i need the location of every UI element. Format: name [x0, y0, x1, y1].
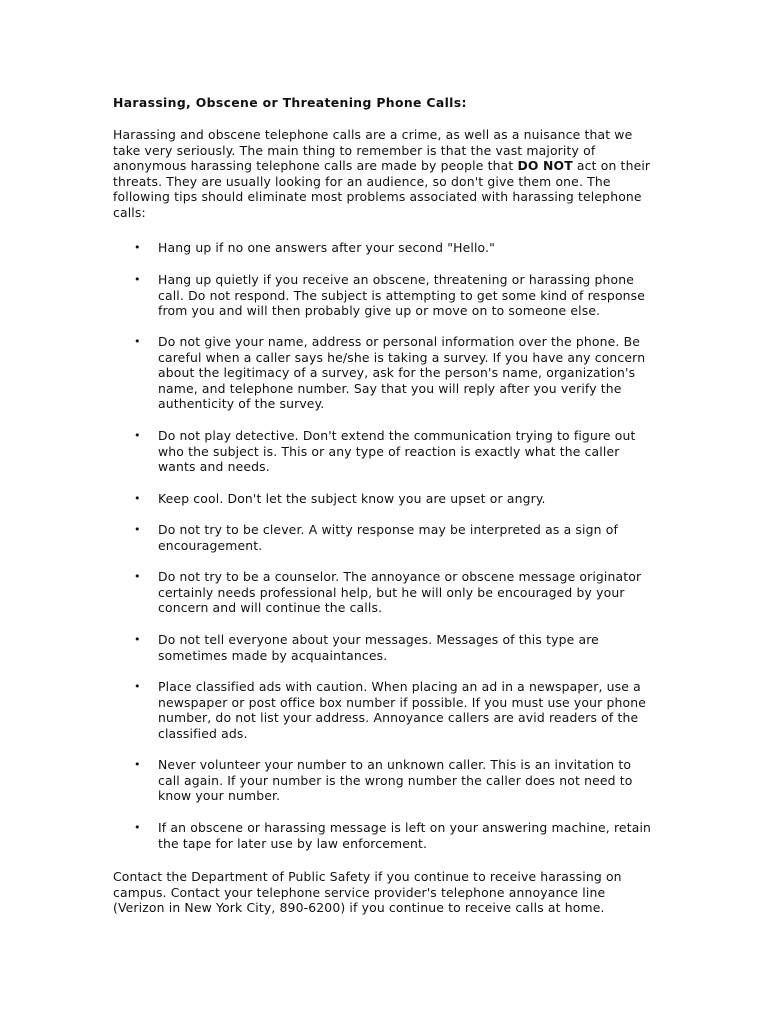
bullet-icon: •	[134, 273, 141, 286]
tip-line: the tape for later use by law enforcement.	[158, 835, 428, 851]
tip-text	[158, 491, 678, 507]
tip-text	[158, 679, 678, 741]
tip-line: Hang up if no one answers after your second "Hello."	[158, 240, 495, 255]
closing-line: Contact the Department of Public Safety if you continue to receive harassing on	[113, 869, 622, 884]
bullet-icon: •	[134, 429, 141, 442]
intro-line-text: anonymous harassing telephone calls are made by people that	[113, 158, 518, 174]
tip-line: name, and telephone number. Say that you will reply after you verify the	[158, 380, 622, 396]
bullet-icon: •	[134, 241, 141, 254]
tip-text	[158, 757, 678, 804]
tip-line: who the subject is. This or any type of reaction is exactly what the caller	[158, 443, 620, 459]
bullet-icon: •	[134, 492, 141, 505]
tip-line: call again. If your number is the wrong number the caller does not need to	[158, 772, 633, 788]
tip-line: newspaper or post office box number if possible. If you must use your phone	[158, 694, 646, 710]
tip-line: Do not try to be clever. A witty response may be interpreted as a sign of	[158, 522, 618, 537]
tip-line: encouragement.	[158, 537, 263, 553]
bullet-icon: •	[134, 523, 141, 536]
tip-line: Do not play detective. Don't extend the communication trying to figure out	[158, 428, 636, 443]
tip-line: call. Do not respond. The subject is attempting to get some kind of response	[158, 287, 646, 303]
closing-line: (Verizon in New York City, 890-6200) if you continue to receive calls at home.	[113, 900, 605, 916]
emphasis-do-not: DO NOT	[517, 158, 573, 174]
tip-line: Place classified ads with caution. When placing an ad in a newspaper, use a	[158, 679, 641, 694]
intro-line: following tips should eliminate most problems associated with harassing telephone	[113, 189, 642, 205]
bullet-icon: •	[134, 821, 141, 834]
bullet-icon: •	[134, 633, 141, 646]
closing-paragraph	[113, 869, 643, 916]
tip-line: about the legitimacy of a survey, ask for the person's name, organization's	[158, 365, 636, 381]
tip-line: sometimes made by acquaintances.	[158, 647, 388, 663]
intro-line: Harassing and obscene telephone calls are a crime, as well as a nuisance that we	[113, 127, 633, 142]
tip-text	[158, 522, 678, 553]
tip-line: Do not give your name, address or personal information over the phone. Be	[158, 334, 641, 349]
intro-line-text: act on their	[572, 158, 651, 174]
tip-text	[158, 569, 678, 616]
intro-line: threats. They are usually looking for an audience, so don't give them one. The	[113, 173, 611, 189]
tip-text	[158, 334, 678, 412]
tip-text	[158, 632, 678, 663]
tip-line: know your number.	[158, 788, 281, 804]
tip-line: Do not try to be a counselor. The annoyance or obscene message originator	[158, 569, 642, 584]
tip-text	[158, 428, 678, 475]
closing-line: campus. Contact your telephone service provider's telephone annoyance line	[113, 884, 606, 900]
tip-line: certainly needs professional help, but he will only be encouraged by your	[158, 584, 625, 600]
tip-text	[158, 272, 678, 319]
intro-line: take very seriously. The main thing to remember is that the vast majority of	[113, 142, 596, 158]
intro-line	[113, 158, 651, 174]
tip-line: number, do not list your address. Annoyance callers are avid readers of the	[158, 710, 639, 726]
bullet-icon: •	[134, 758, 141, 771]
bullet-icon: •	[134, 680, 141, 693]
document-title: Harassing, Obscene or Threatening Phone Calls:	[113, 95, 467, 110]
bullet-icon: •	[134, 570, 141, 583]
tip-line: Hang up quietly if you receive an obscene, threatening or harassing phone	[158, 272, 634, 287]
bullet-icon: •	[134, 335, 141, 348]
tip-line: careful when a caller says he/she is taking a survey. If you have any concern	[158, 349, 646, 365]
tip-line: If an obscene or harassing message is left on your answering machine, retain	[158, 820, 652, 835]
tip-line: from you and will then probably give up or move on to someone else.	[158, 303, 601, 319]
tip-line: authenticity of the survey.	[158, 396, 325, 412]
tip-line: Never volunteer your number to an unknown caller. This is an invitation to	[158, 757, 632, 772]
intro-paragraph	[113, 127, 651, 221]
tip-text	[158, 240, 678, 256]
tip-line: Keep cool. Don't let the subject know you are upset or angry.	[158, 491, 546, 506]
tip-line: classified ads.	[158, 725, 248, 741]
tip-text	[158, 820, 678, 851]
intro-line: calls:	[113, 204, 146, 220]
tip-line: Do not tell everyone about your messages. Messages of this type are	[158, 632, 599, 647]
tip-line: concern and will continue the calls.	[158, 600, 383, 616]
tip-line: wants and needs.	[158, 459, 270, 475]
